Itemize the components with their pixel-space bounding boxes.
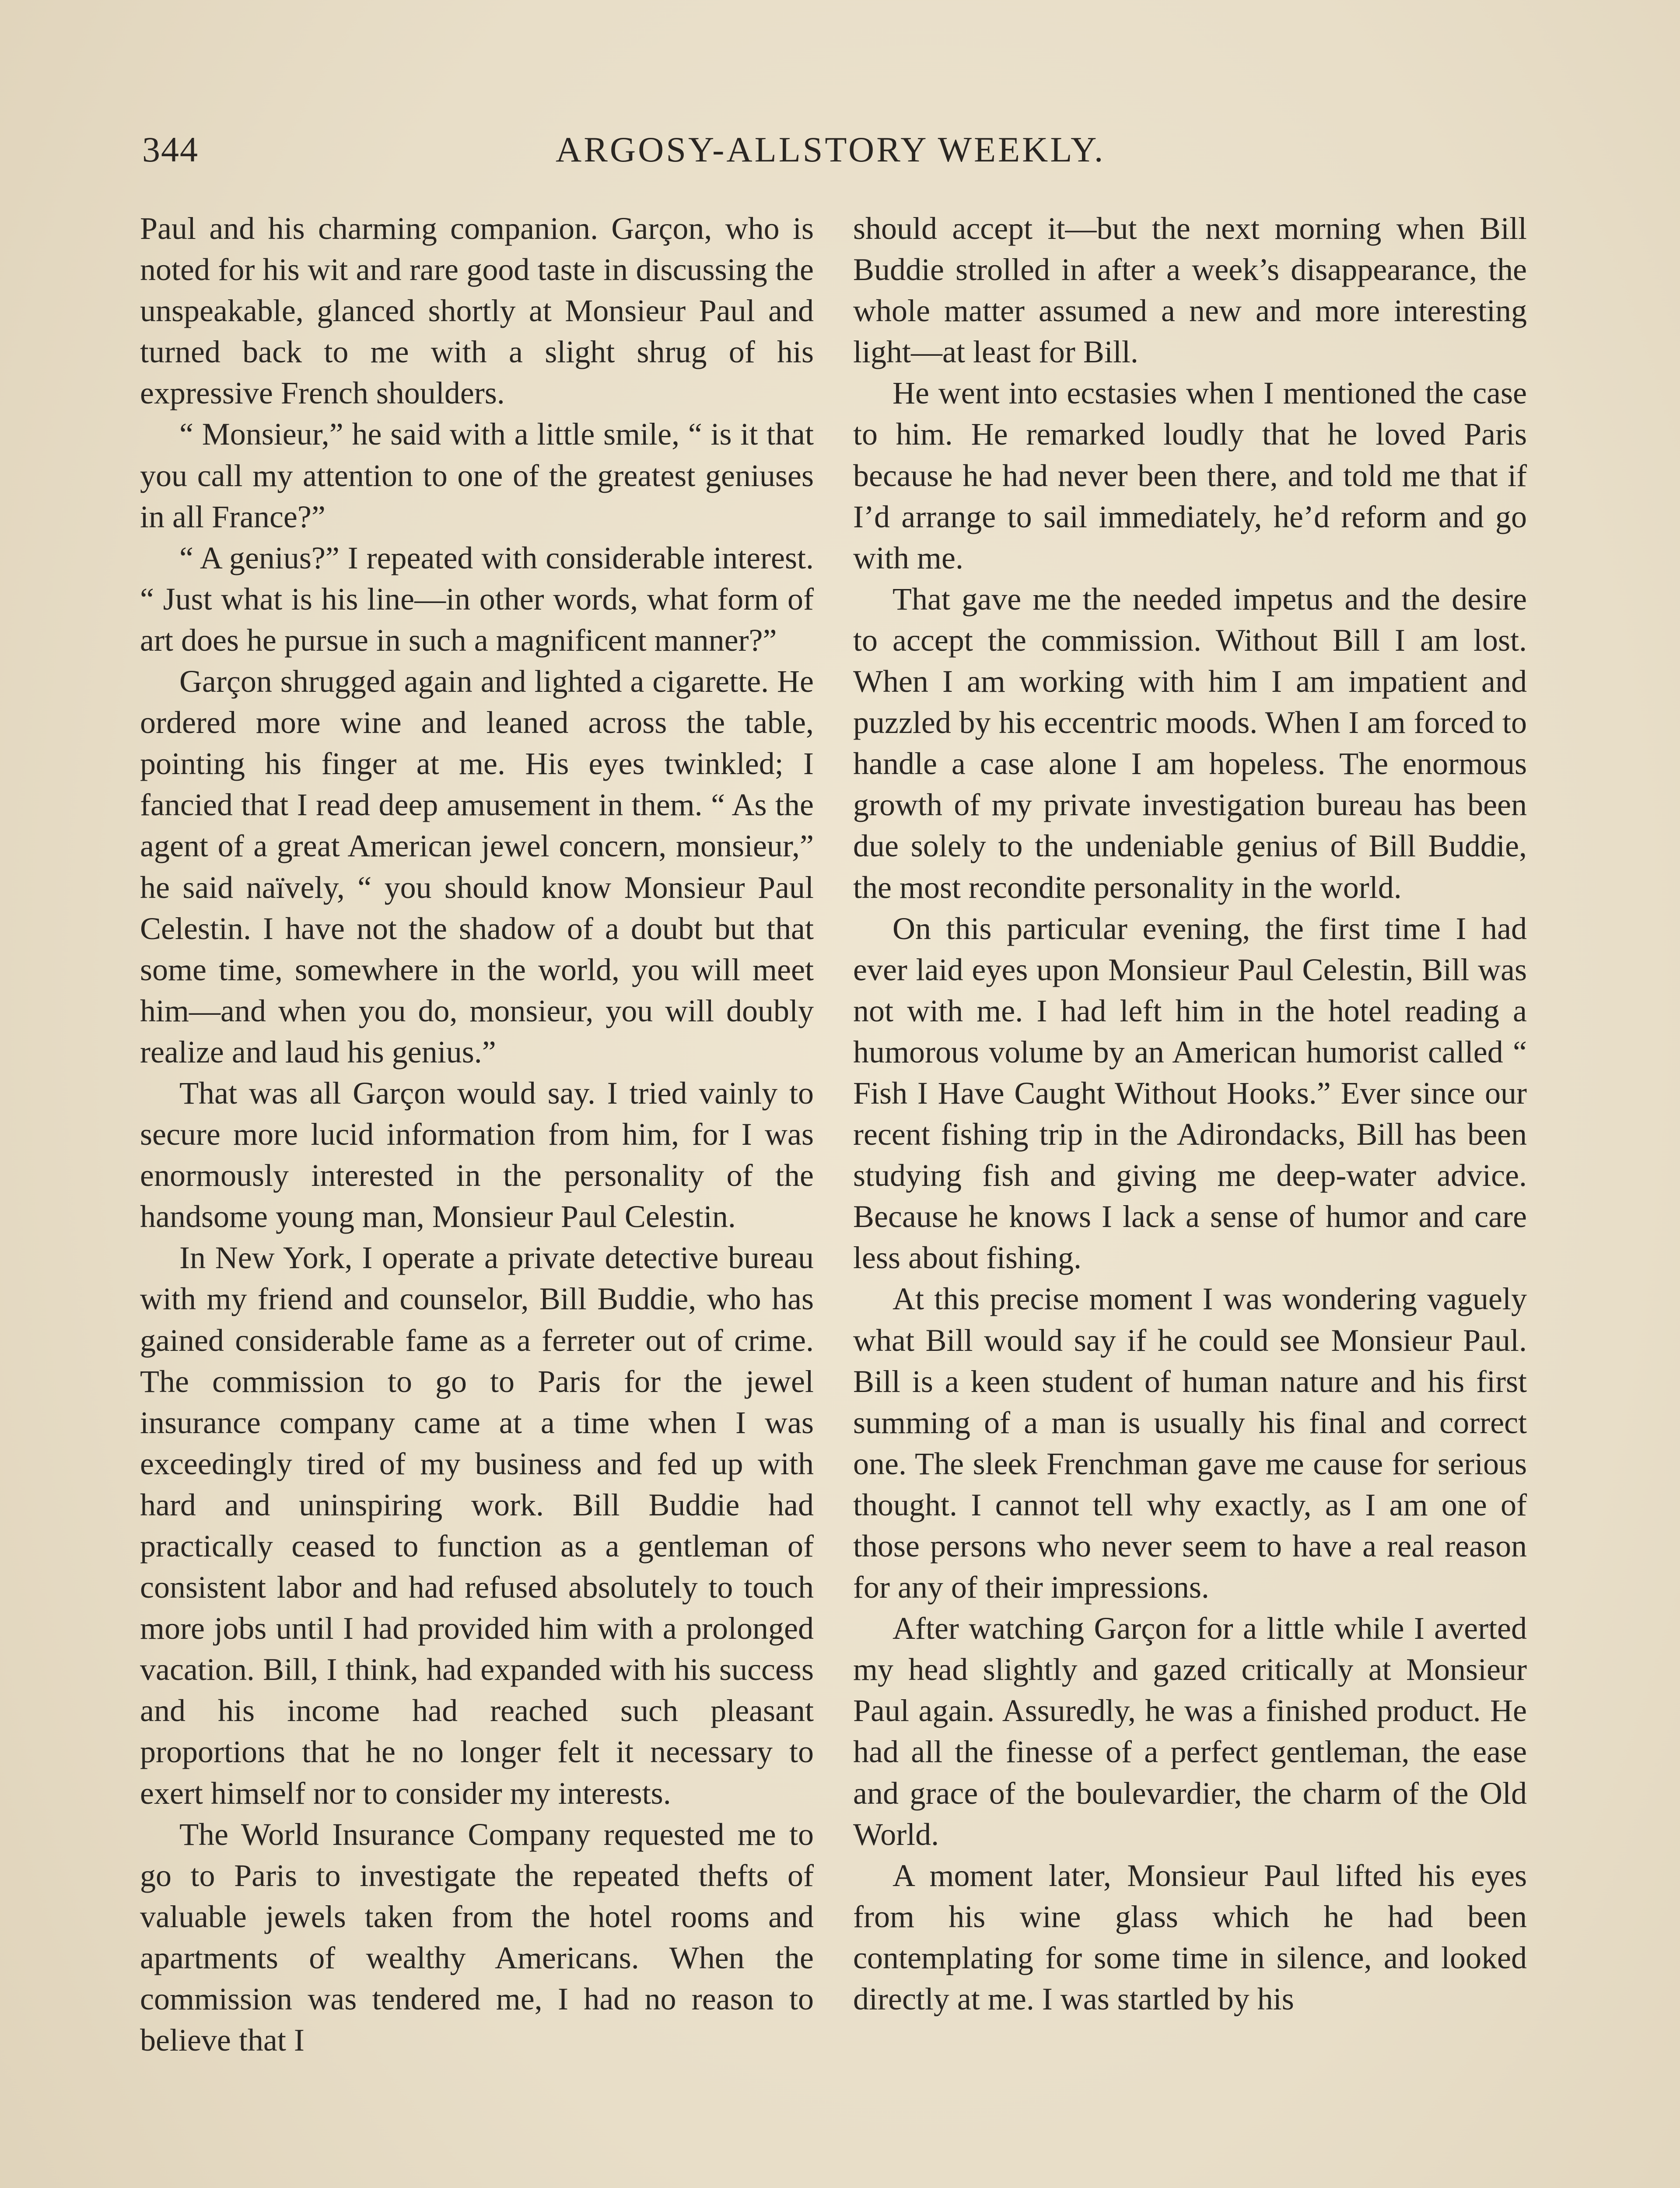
paragraph: On this particular evening, the first time I had ever laid eyes upon Monsieur Paul Celestin, Bill was not with me. I had left him in the hotel reading a humorous volume by an American humorist called “ Fish I Have Caught Without Hooks.” Ever since our recent fishing trip in the Adirondacks, Bill has been studying fish and giving me deep-water advice. Because he knows I lack a sense of humor and care less about fishing. [853, 911, 1527, 1276]
paragraph: He went into ecstasies when I mentioned the case to him. He remarked loudly that he loved Paris because he had never been there, and told me that if I’d arrange to sail immediately, he’d reform and go with me. [853, 375, 1527, 575]
paragraph: After watching Garçon for a little while I averted my head slightly and gazed critically at Monsieur Paul again. Assuredly, he was a finished product. He had all the finesse of a perfect gentleman, the ease and grace of the boulevardier, the charm of the Old World. [853, 1611, 1527, 1852]
paragraph: That gave me the needed impetus and the desire to accept the commission. Without Bill I am lost. When I am working with him I am impatient and puzzled by his eccentric moods. When I am forced to handle a case alone I am hopeless. The enormous growth of my private investigation bureau has been due solely to the undeniable genius of Bill Buddie, the most recondite personality in the world. [853, 581, 1527, 905]
paragraph: Garçon shrugged again and lighted a cigarette. He ordered more wine and leaned across the table, pointing his finger at me. His eyes twinkled; I fancied that I read deep amusement in them. “ As the agent of a great American jewel concern, monsieur,” he said naïvely, “ you should know Monsieur Paul Celestin. I have not the shadow of a doubt but that some time, somewhere in the world, you will meet him—and when you do, monsieur, you will doubly realize and laud his genius.” [140, 664, 814, 1069]
paragraph: “ Monsieur,” he said with a little smile, “ is it that you call my attention to one of the greatest geniuses in all France?” [140, 417, 814, 534]
paragraph: The World Insurance Company requested me to go to Paris to investigate the repeated thefts of valuable jewels taken from the hotel rooms and apartments of wealthy Americans. When the commission was tendered me, I had no reason to believe that I [140, 1816, 814, 2058]
running-head: ARGOSY-ALLSTORY WEEKLY. [556, 130, 1106, 169]
paragraph: In New York, I operate a private detective bureau with my friend and counselor, Bill Buddie, who has gained considerable fame as a ferreter out of crime. The commission to go to Paris for the jewel insurance company came at a time when I was exceedingly tired of my business and fed up with hard and uninspiring work. Bill Buddie had practically ceased to function as a gentleman of consistent labor and had refused absolutely to touch more jobs until I had provided him with a prolonged vacation. Bill, I think, had expanded with his success and his income had reached such pleasant proportions that he no longer felt it necessary to exert himself nor to consider my interests. [140, 1240, 814, 1811]
page-number: 344 [142, 130, 199, 169]
paragraph: “ A genius?” I repeated with considerable interest. “ Just what is his line—in other words, what form of art does he pursue in such a magnificent manner?” [140, 540, 814, 658]
right-column [853, 208, 1527, 2020]
paragraph: A moment later, Monsieur Paul lifted his eyes from his wine glass which he had been contemplating for some time in silence, and looked directly at me. I was startled by his [853, 1858, 1527, 2017]
paragraph: That was all Garçon would say. I tried vainly to secure more lucid information from him, for I was enormously interested in the personality of the handsome young man, Monsieur Paul Celestin. [140, 1075, 814, 1234]
left-column [140, 208, 814, 2061]
paragraph: should accept it—but the next morning when Bill Buddie strolled in after a week’s disappearance, the whole matter assumed a new and more interesting light—at least for Bill. [853, 211, 1527, 370]
paragraph: At this precise moment I was wondering vaguely what Bill would say if he could see Monsieur Paul. Bill is a keen student of human nature and his first summing of a man is usually his final and correct one. The sleek Frenchman gave me cause for serious thought. I cannot tell why exactly, as I am one of those persons who never seem to have a real reason for any of their impressions. [853, 1281, 1527, 1605]
paragraph: Paul and his charming companion. Garçon, who is noted for his wit and rare good taste in discussing the unspeakable, glanced shortly at Monsieur Paul and turned back to me with a slight shrug of his expressive French shoulders. [140, 211, 814, 411]
